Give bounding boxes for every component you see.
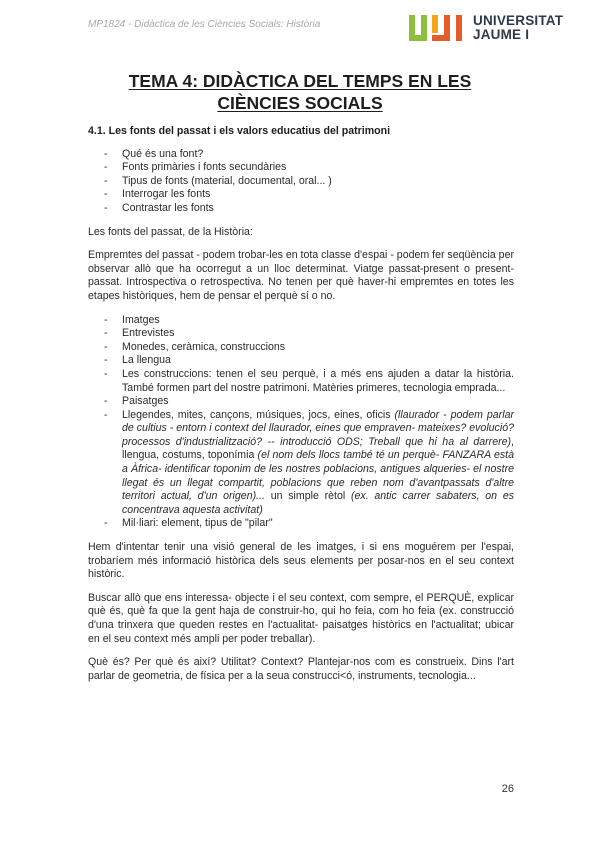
title-line-2: CIÈNCIES SOCIALS <box>217 93 383 113</box>
logo-line-2: JAUME I <box>473 27 530 42</box>
paragraph: Què és? Per què és així? Utilitat? Context? Plantejar-nos com es construeix. Dins l'art parlar de geometria, de física per a la seua construcci<ó, instruments, tecnologia... <box>88 656 514 682</box>
list-item: - Contrastar les fonts <box>88 202 514 216</box>
item-note: (llaurador - podem parlar de cultius - entorn i context del llaurador, eines que empraven- mateixes? evolució? processos d'industrialització? -- introducció ODS; Treball que hi ha al darrere) <box>122 408 514 448</box>
university-logo <box>409 13 563 43</box>
page-number: 26 <box>501 783 514 795</box>
paragraph: Les fonts del passat, de la Història: <box>88 225 253 238</box>
page-title <box>0 70 600 114</box>
uji-logo-mark-icon <box>409 13 467 43</box>
item-text: un simple rètol <box>264 490 351 503</box>
list-item: - Paisatges <box>88 395 514 409</box>
list-item: - Tipus de fonts (material, documental, oral... ) <box>88 175 514 189</box>
document-body <box>88 125 514 693</box>
list-item: - Fonts primàries i fonts secundàries <box>88 161 514 175</box>
list-item: - Les construccions: tenen el seu perquè, i a més ens ajuden a datar la història. També formen part del nostre patrimoni. Matèries primeres, tecnologia emprada... <box>88 368 514 395</box>
logo-line-1: UNIVERSITAT <box>473 13 564 28</box>
paragraph: Empremtes del passat - podem trobar-les en tota classe d'espai - podem fer seqüència per observar allò que ha ocorregut a un lloc determinat. Viatge passat-present o present-passat. Introspectiva o retrospectiva. No tenen per què haver-hi empremtes en totes les etapes històriques, hem de pensar el perquè sí o no. <box>88 249 514 302</box>
list-item <box>88 409 514 518</box>
section-heading: 4.1. Les fonts del passat i els valors educatius del patrimoni <box>88 125 391 137</box>
list-item: - Monedes, ceràmica, construccions <box>88 341 514 355</box>
item-text: Llegendes, mites, cançons, músiques, jocs, eines, oficis <box>122 408 395 421</box>
list-item: - Entrevistes <box>88 327 514 341</box>
sources-list <box>88 314 514 532</box>
list-item: - Imatges <box>88 314 514 328</box>
list-item: - Interrogar les fonts <box>88 188 514 202</box>
list-item: - Mil·liari: element, tipus de "pilar" <box>88 517 514 531</box>
questions-list <box>88 148 514 216</box>
logo-wordmark <box>473 14 563 42</box>
list-item: - Qué és una font? <box>88 148 514 162</box>
list-item: - La llengua <box>88 354 514 368</box>
paragraph: Buscar allò que ens interessa- objecte i el seu context, com sempre, el PERQUÈ, explicar què és, què fa que la gent haja de construir-ho, qui ho feia, com ho feia (ex. construcció d'una trinxera que queden restes en l'actualitat- paisatges històrics en l'actualitat; ubicar en el seu context més ampli per poder treballar). <box>88 591 514 645</box>
title-line-1: TEMA 4: DIDÀCTICA DEL TEMPS EN LES <box>128 71 472 91</box>
item-text: , llengua, costums, toponímia <box>122 435 514 462</box>
item-note: (ex. antic carrer sabaters, on es concentrava aquesta activitat) <box>122 490 515 516</box>
item-note: (el nom dels llocs també té un perquè- FANZARA està a Àfrica- identificar toponim de les nostres poblacions, antigues alqueries- el nostre llegat és un llegat compartit, poblacions que reben nom d'avantpassats d'altre territori actual, d'un origen)... <box>122 449 514 503</box>
paragraph: Hem d'intentar tenir una visió general de les imatges, i si ens moguérem per l'espai, trobaríem més informació històrica dels seus elements per posar-nos en el seu context històric. <box>88 541 514 581</box>
course-header: MP1824 - Didàctica de les Ciències Socials: Història <box>88 19 321 30</box>
